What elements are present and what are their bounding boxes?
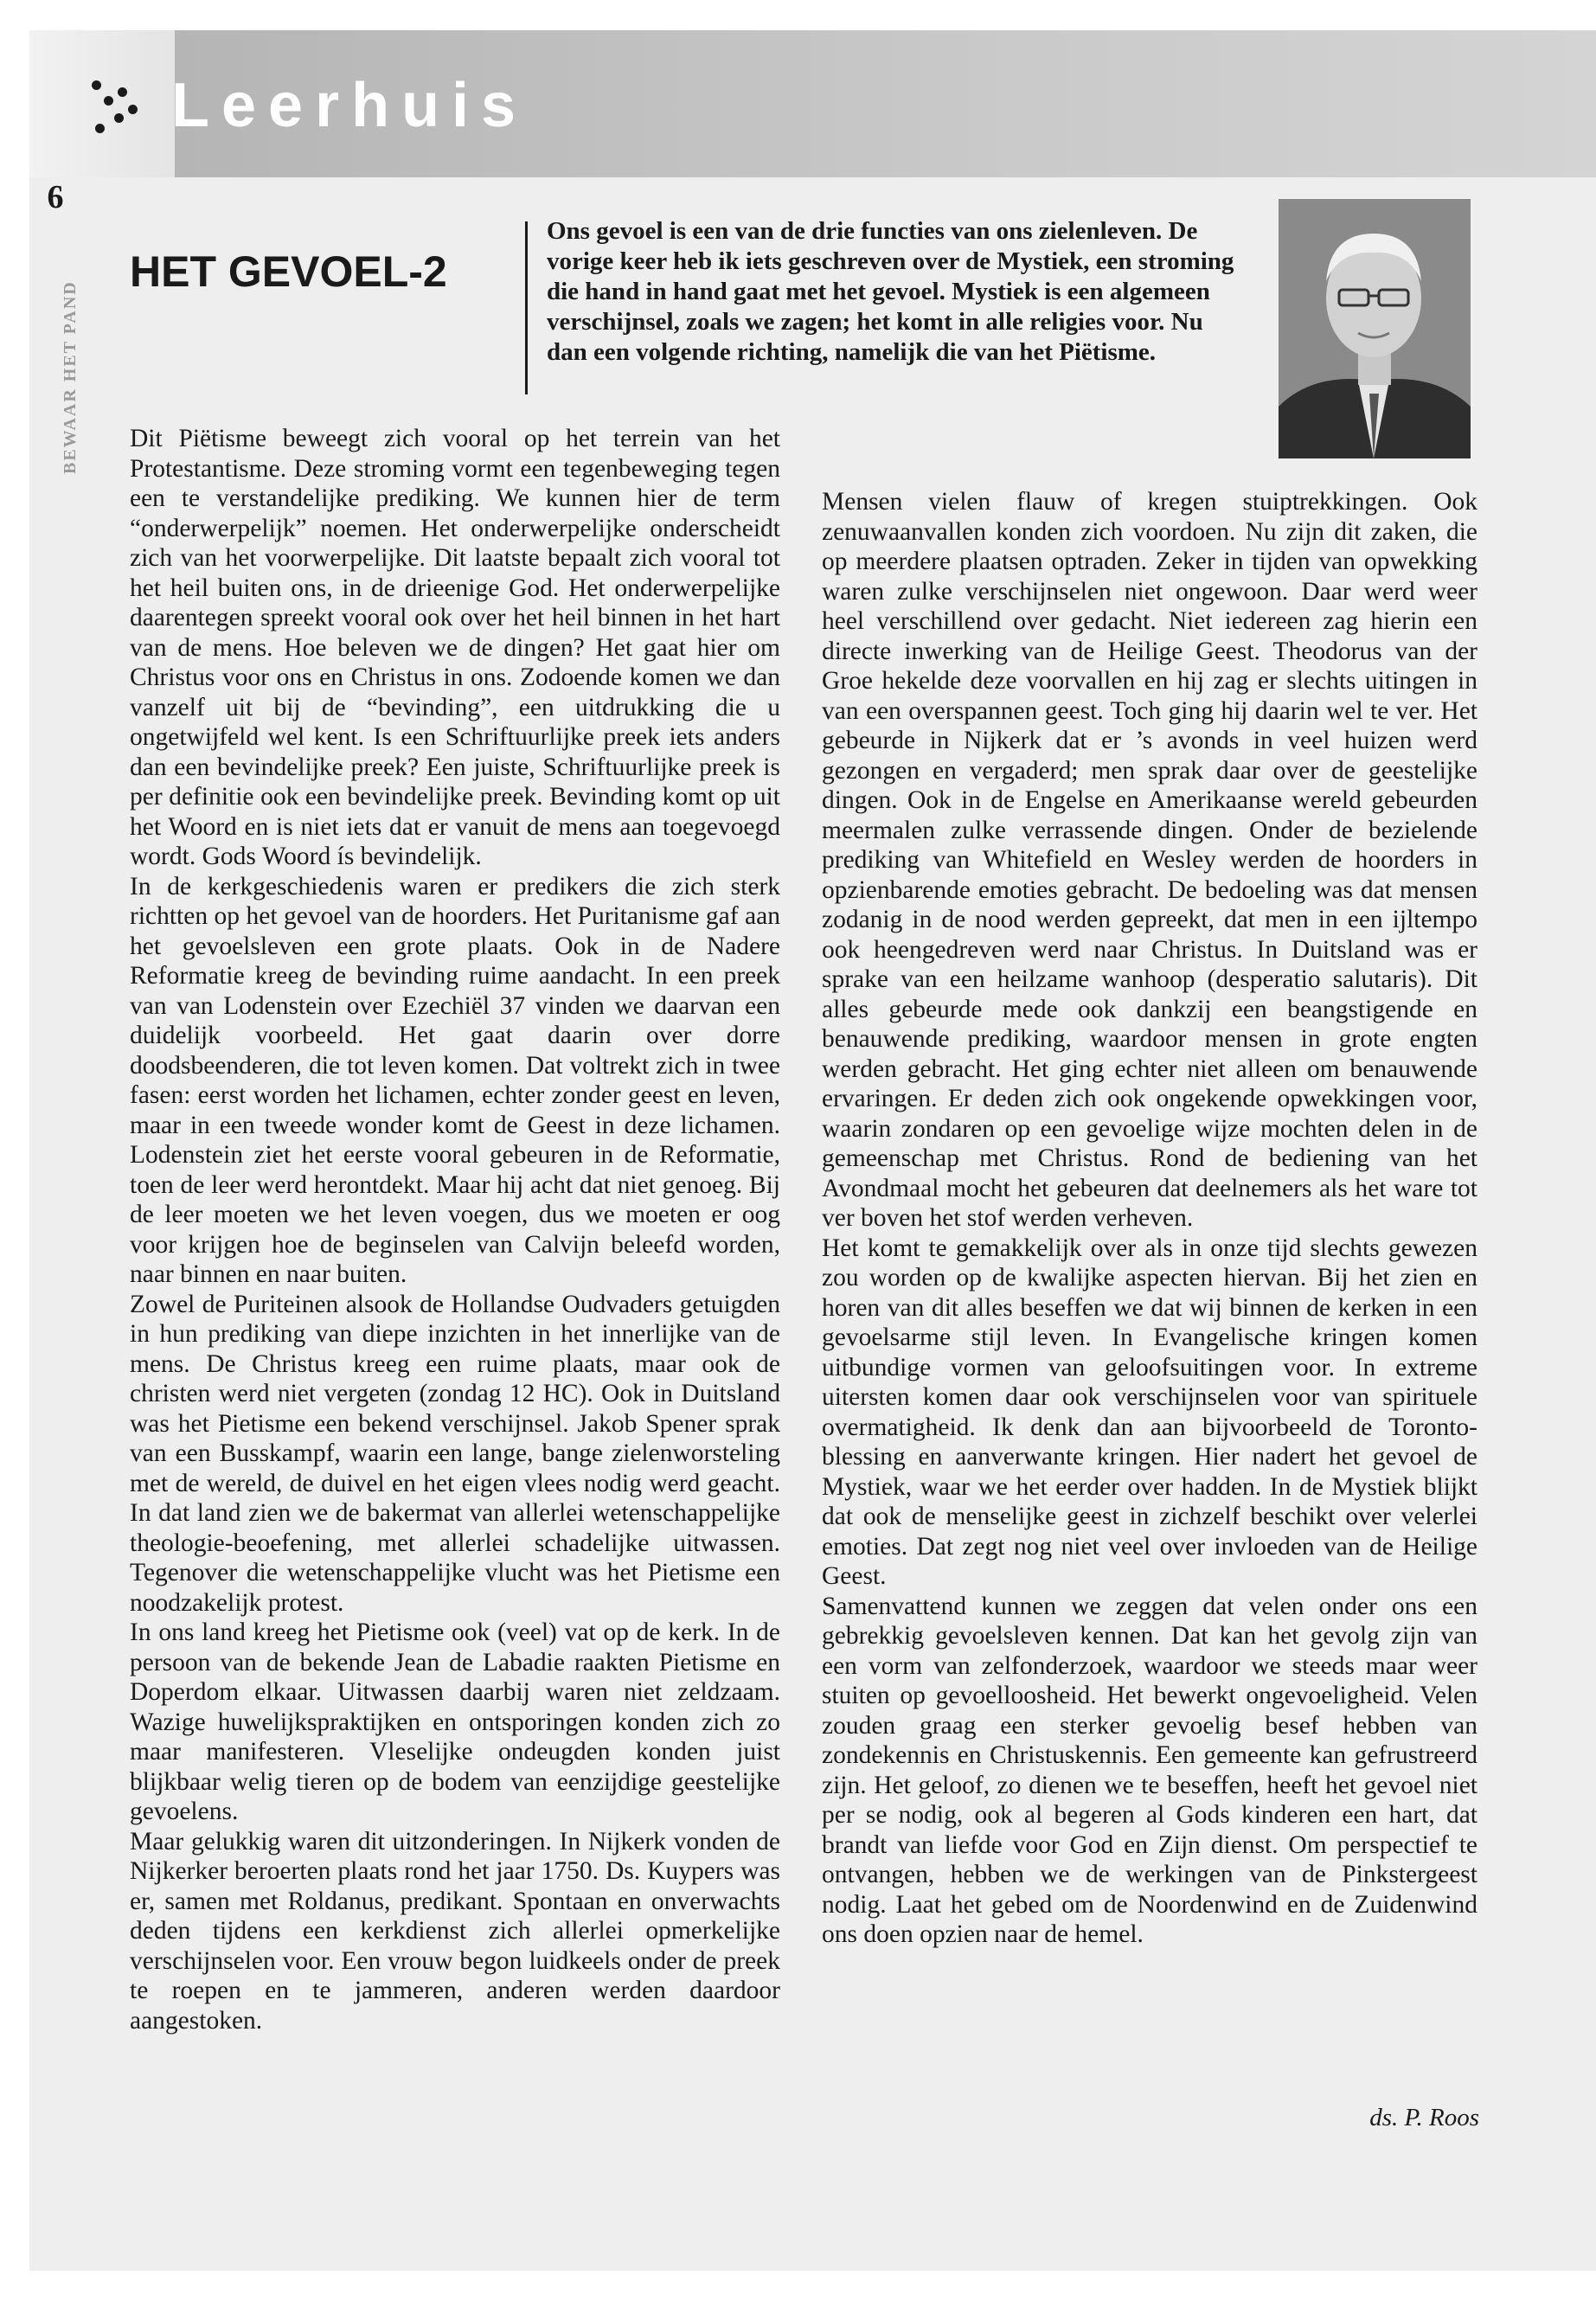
dots-logo-icon <box>92 75 144 144</box>
page-number: 6 <box>47 179 64 215</box>
paragraph: Het komt te gemakkelijk over als in onze tijd slechts gewezen zou worden op de kwalijke aspecten hiervan. Bij het zien en horen van dit alles beseffen we dat wij binnen de kerken in een gevoelsarme stijl leven. In Evangelische kringen komen uitbundige vormen van geloofsuitingen voor. In extreme uitersten komen daar ook verschijnselen voor van spirituele overmatigheid. Ik denk dan aan bijvoorbeeld de Toronto-blessing en aanverwante kringen. Hier nadert het gevoel de Mystiek, waar we het eerder over hadden. In de Mystiek blijkt dat ook de menselijke geest in zichzelf beschikt over velerlei emoties. Dat zegt nog niet veel over invloeden van de Heilige Geest. <box>822 1234 1477 1590</box>
article-left-column <box>130 424 780 2035</box>
paragraph: In ons land kreeg het Pietisme ook (veel) vat op de kerk. In de persoon van de bekende Jean de Labadie raakten Pietisme en Doperdom elkaar. Uitwassen daarbij waren niet zeldzaam. Wazige huwelijkspraktijken en ontsporingen konden zich zo maar manifesteren. Vleselijke ondeugden konden juist blijkbaar welig tieren op de bodem van eenzijdige geestelijke gevoelens. <box>130 1618 780 1825</box>
paragraph: Zowel de Puriteinen alsook de Hollandse Oudvaders getuigden in hun prediking van diepe inzichten in het innerlijke van de mens. De Christus kreeg een ruime plaats, maar ook de christen werd niet vergeten (zondag 12 HC). Ook in Duitsland was het Pietisme een bekend verschijnsel. Jakob Spener sprak van een Busskampf, waarin een lange, bange zielenworsteling met de wereld, de duivel en het eigen vlees nodig werd geacht. In dat land zien we de bakermat van allerlei wetenschappelijke theologie-beoefening, met allerlei schadelijke uitwassen. Tegenover die wetenschappelijke vlucht was het Pietisme een noodzakelijk protest. <box>130 1290 780 1617</box>
article-title: HET GEVOEL-2 <box>130 247 447 296</box>
article-intro: Ons gevoel is een van de drie functies van ons zielenleven. De vorige keer heb ik iets geschreven over de Mystiek, een stroming die hand in hand gaat met het gevoel. Mystiek is een algemeen verschijnsel, zoals we zagen; het komt in alle religies voor. Nu dan een volgende richting, namelijk die van het Piëtisme. <box>547 217 1234 366</box>
author-signature: ds. P. Roos <box>1369 2104 1479 2131</box>
paragraph: In de kerkgeschiedenis waren er predikers die zich sterk richtten op het gevoel van de hoorders. Het Puritanisme gaf aan het gevoelsleven een grote plaats. Ook in de Nadere Reformatie kreeg de bevinding ruime aandacht. In een preek van van Lodenstein over Ezechiël 37 vinden we daarvan een duidelijk voorbeeld. Het gaat daarin over dorre doodsbeenderen, die tot leven komen. Dat voltrekt zich in twee fasen: eerst worden het lichamen, echter zonder geest en leven, maar in een tweede wonder komt de Geest in deze lichamen. Lodenstein ziet het eerste vooral gebeuren in de Reformatie, toen de leer werd herontdekt. Maar hij acht dat niet genoeg. Bij de leer moeten we het leven voegen, dus we moeten er oog voor krijgen hoe de beginselen van Calvijn beleefd worden, naar binnen en naar buiten. <box>130 872 780 1288</box>
intro-divider <box>525 221 528 394</box>
author-portrait-photo <box>1279 199 1471 458</box>
paragraph: Mensen vielen flauw of kregen stuiptrekkingen. Ook zenuwaanvallen konden zich voordoen. Nu zijn dit zaken, die op meerdere plaatsen optraden. Zeker in tijden van opwekking waren zulke verschijnselen niet ongewoon. Daar werd weer heel verschillend over gedacht. Niet iedereen zag hierin een directe inwerking van de Heilige Geest. Theodorus van der Groe hekelde deze voorvallen en hij zag er slechts uitingen in van een overspannen geest. Toch ging hij daarin wel te ver. Het gebeurde in Nijkerk dat er ’s avonds in veel huizen werd gezongen en vergaderd; men sprak daar over de geestelijke dingen. Ook in de Engelse en Amerikaanse wereld gebeurden meermalen zulke verrassende dingen. Onder de bezielende prediking van Whitefield en Wesley werden de hoorders in opzienbarende emoties gebracht. De bedoeling was dat mensen zodanig in de nood werden gepreekt, dat men in een ijltempo ook heengedreven werd naar Christus. In Duitsland was er sprake van een heilzame wanhoop (desperatio salutaris). Dit alles gebeurde mede ook dankzij een beangstigende en benauwende prediking, waardoor mensen in grote engten werden gebracht. Het ging echter niet alleen om benauwende ervaringen. Er deden zich ook ongekende opwekkingen voor, waarin zondaren op een gevoelige wijze mochten delen in de gemeenschap met Christus. Rond de bediening van het Avondmaal mocht het gebeuren dat deelnemers als het ware tot ver boven het stof werden verheven. <box>822 488 1477 1232</box>
paragraph: Samenvattend kunnen we zeggen dat velen onder ons een gebrekkig gevoelsleven kennen. Dat kan het gevolg zijn van een vorm van zelfonderzoek, waardoor we steeds maar weer stuiten op gevoelloosheid. Het bewerkt ongevoeligheid. Velen zouden graag een sterker gevoelig besef hebben van zondekennis en Christuskennis. Een gemeente kan gefrustreerd zijn. Het geloof, zo dienen we te beseffen, heeft het gevoel niet per se nodig, ook al begeren al Gods kinderen een hart, dat brandt van liefde voor God en Zijn dienst. Om perspectief te ontvangen, hebben we de werkingen van de Pinkstergeest nodig. Laat het gebed om de Noordenwind en de Zuidenwind ons doen opzien naar de hemel. <box>822 1592 1477 1948</box>
paragraph: Maar gelukkig waren dit uitzonderingen. In Nijkerk vonden de Nijkerker beroerten plaats rond het jaar 1750. Ds. Kuypers was er, samen met Roldanus, predikant. Spontaan en onverwachts deden tijdens een kerkdienst zich allerlei opmerkelijke verschijnselen voor. Een vrouw begon luidkeels onder de preek te roepen en te jammeren, anderen werden daardoor aangestoken. <box>130 1827 780 2035</box>
section-title: Leerhuis <box>171 71 529 140</box>
paragraph: Dit Piëtisme beweegt zich vooral op het terrein van het Protestantisme. Deze stroming vormt een tegenbeweging tegen een te verstandelijke prediking. We kunnen hier de term “onderwerpelijk” noemen. Het onderwerpelijke onderscheidt zich van het voorwerpelijke. Dit laatste bepaalt zich vooral tot het heil buiten ons, in de drieenige God. Het onderwerpelijke daarentegen spreekt vooral ook over het heil binnen in het hart van de mens. Hoe beleven we de dingen? Het gaat hier om Christus voor ons en Christus in ons. Zodoende komen we dan vanzelf uit bij de “bevinding”, een uitdrukking die u ongetwijfeld wel kent. Is een Schriftuurlijke preek iets anders dan een bevindelijke preek? Een juiste, Schriftuurlijke preek is per definitie ook een bevindelijke preek. Bevinding komt op uit het Woord en is niet iets dat er vanuit de mens aan toegevoegd wordt. Gods Woord ís bevindelijk. <box>130 425 780 870</box>
article-right-column <box>822 487 1477 1950</box>
publication-side-label: BEWAAR HET PAND <box>61 280 80 474</box>
header-logo-area <box>29 30 175 177</box>
